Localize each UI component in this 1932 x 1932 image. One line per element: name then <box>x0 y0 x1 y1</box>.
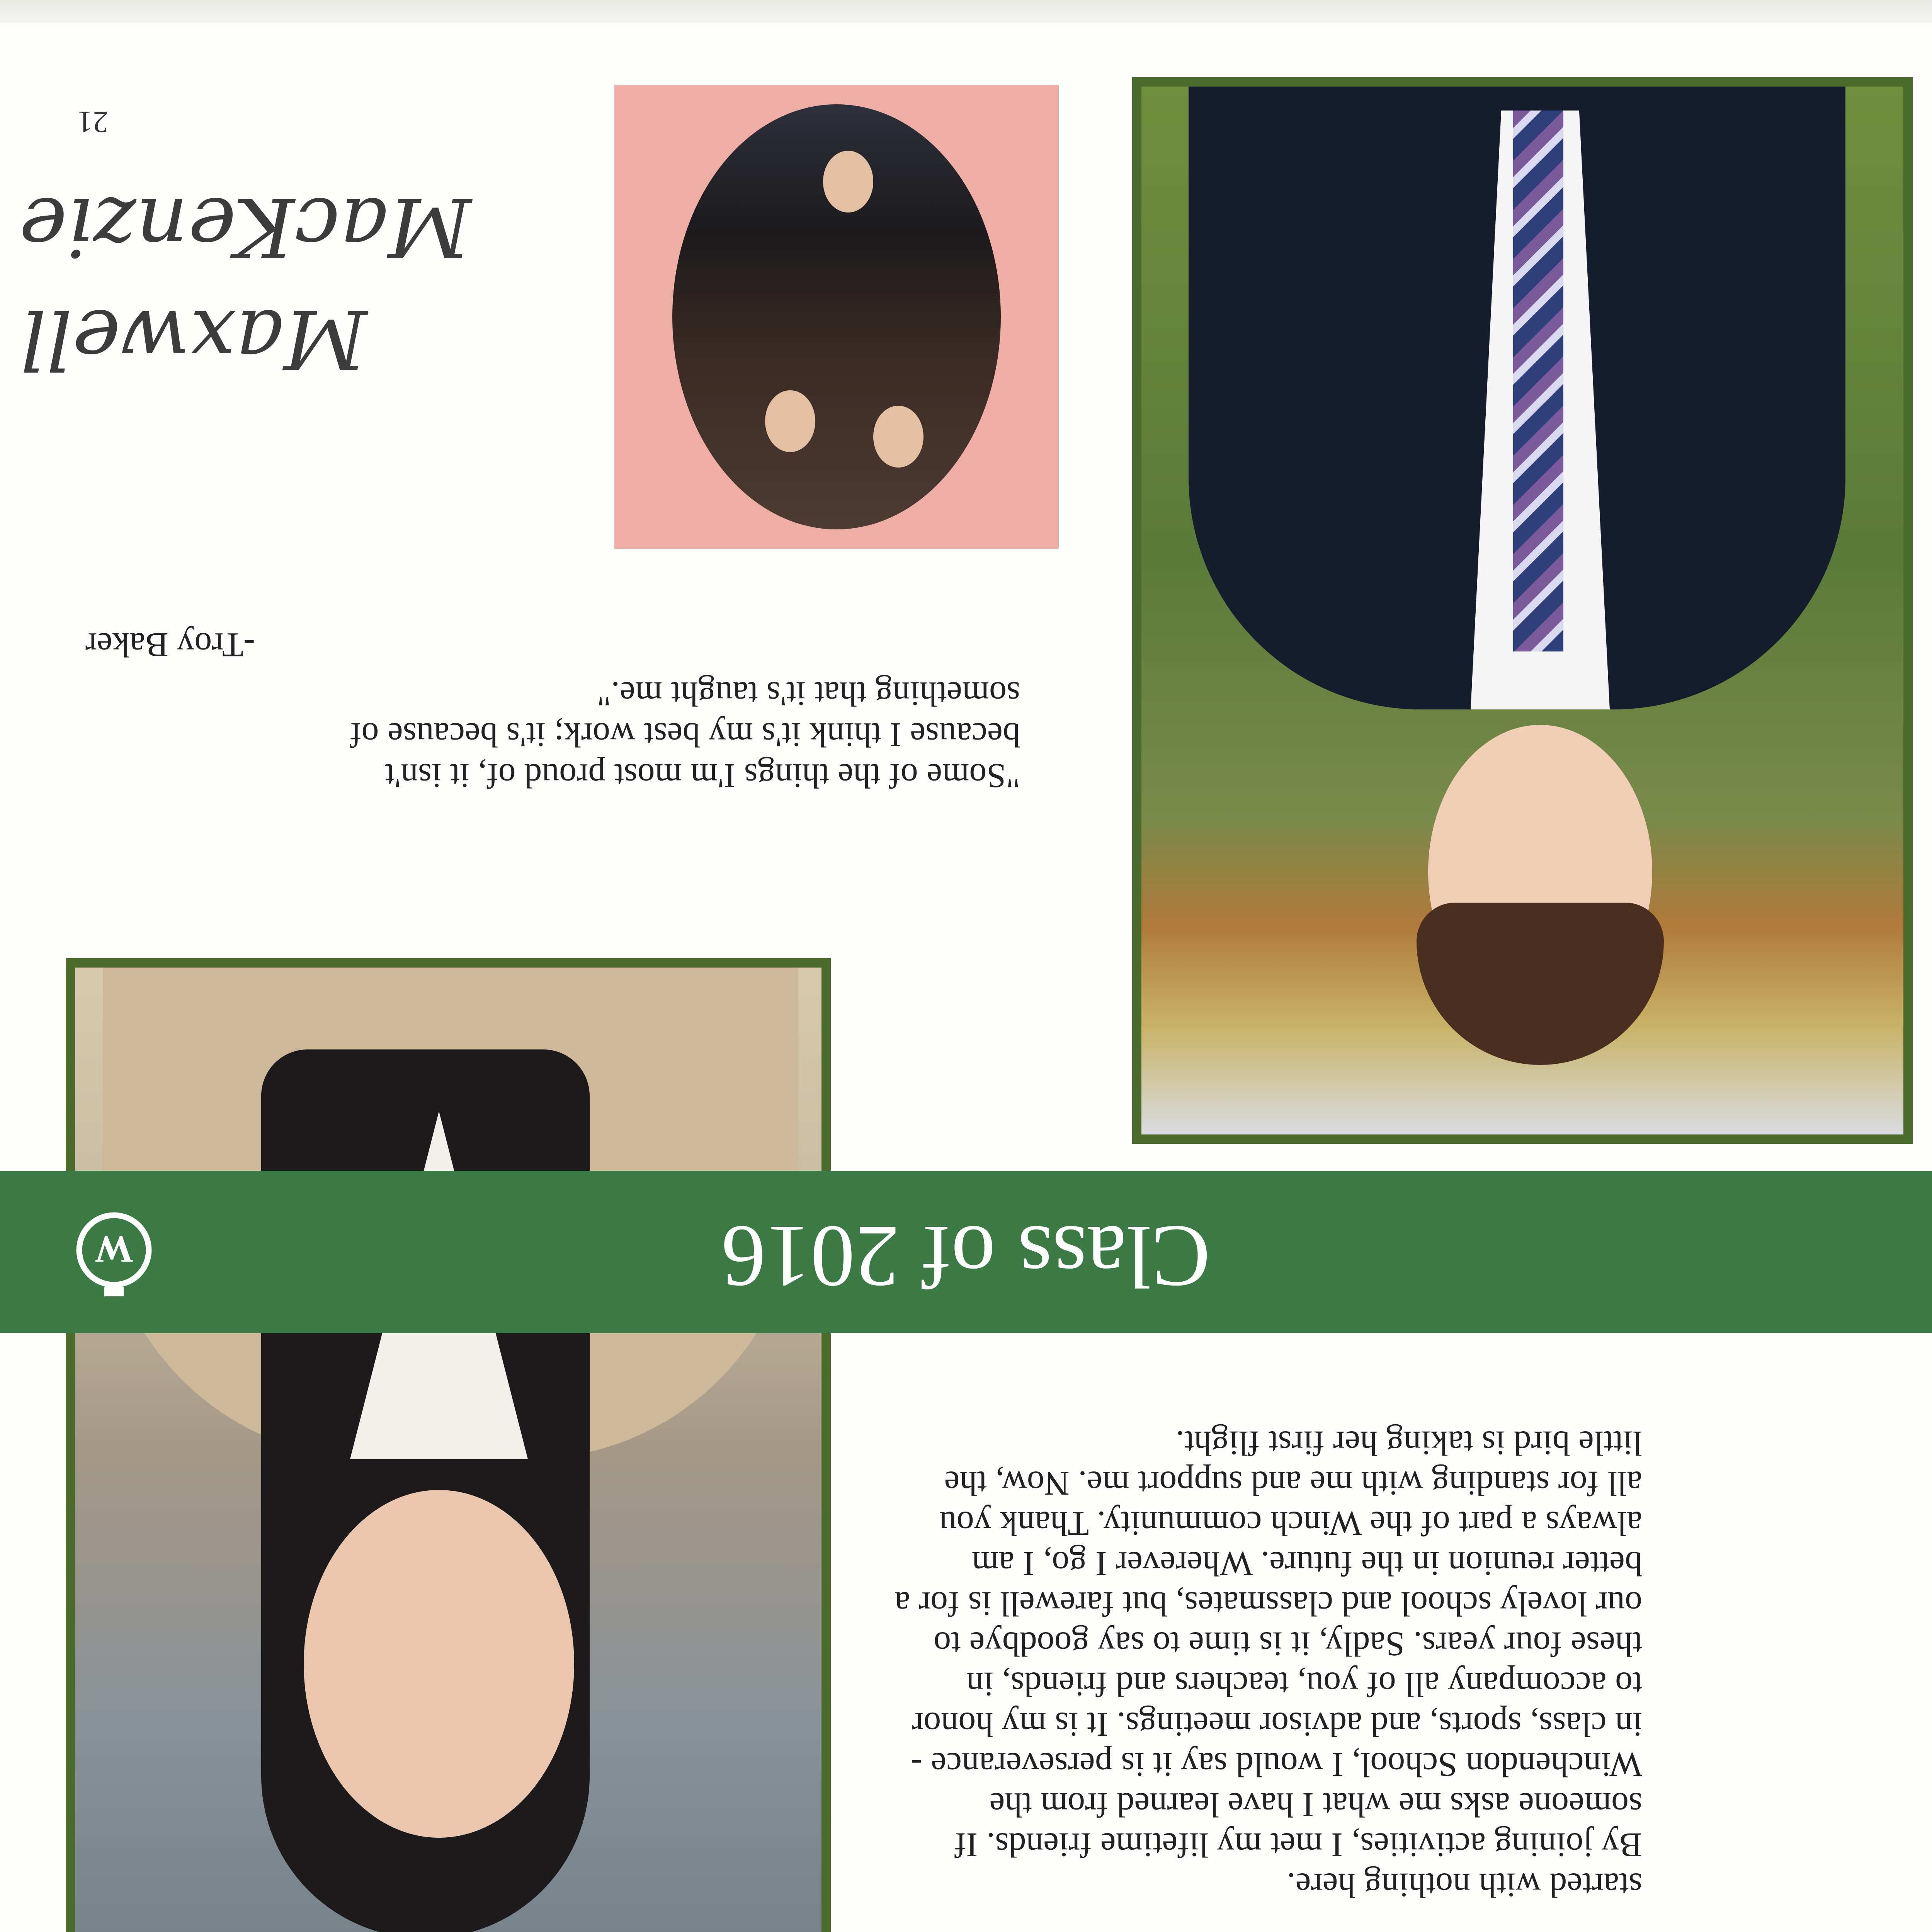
crest-letter: W <box>95 1228 133 1271</box>
inset-face <box>823 151 873 213</box>
scan-edge-bottom <box>0 0 1932 23</box>
text-line: little bird is taking her first flight. <box>1175 1424 1642 1462</box>
quote-line: something that it's taught me." <box>597 675 1020 713</box>
maxwell-inset-photo <box>614 85 1059 549</box>
maxwell-portrait-image <box>1141 87 1903 1134</box>
quote-author: -Troy Baker <box>85 626 255 664</box>
jinglan-portrait-image <box>75 968 821 1932</box>
inset-face <box>765 390 815 452</box>
school-crest-icon <box>66 1206 162 1302</box>
text-line: someone asks me what I have learned from the <box>989 1786 1642 1824</box>
maxwell-inset-oval <box>672 104 1001 529</box>
text-line: started with nothing here. <box>1287 1866 1642 1904</box>
text-line: By joining activities, I met my lifetime friends. If <box>954 1826 1642 1864</box>
class-banner-title: Class of 2016 <box>721 1208 1211 1306</box>
jinglan-body-text <box>850 1423 1642 1905</box>
text-line: our lovely school and classmates, but farewell is for a <box>895 1585 1642 1623</box>
quote-line: "Some of the things I'm most proud of, it isn't <box>384 757 1020 795</box>
text-line: better reunion in the future. Wherever I go, I am <box>971 1544 1642 1583</box>
maxwell-quote <box>131 673 1020 796</box>
jinglan-portrait-photo <box>66 958 831 1932</box>
maxwell-portrait-photo <box>1132 77 1913 1144</box>
text-line: these four years. Sadly, it is time to say goodbye to <box>934 1625 1642 1663</box>
text-line: always a part of the Winch community. Thank you <box>939 1504 1642 1543</box>
page-number: 21 <box>77 105 108 139</box>
maxwell-first-name: Maxwell <box>20 292 367 386</box>
portrait-face <box>304 1490 574 1838</box>
inset-face <box>873 406 923 468</box>
quote-line: because I think it's my best work; it's because of <box>350 716 1020 754</box>
portrait-tie <box>1513 111 1563 651</box>
portrait-hair <box>1417 903 1664 1065</box>
text-line: all for standing with me and support me. Now, the <box>944 1464 1642 1502</box>
text-line: to accompany all of you, teachers and friends, in <box>966 1665 1642 1703</box>
text-line: Winchendon School, I would say it is perseverance - <box>910 1745 1642 1784</box>
maxwell-last-name: MacKenzie <box>19 180 471 274</box>
text-line: in class, sports, and advisor meetings. It is my honor <box>912 1705 1642 1743</box>
